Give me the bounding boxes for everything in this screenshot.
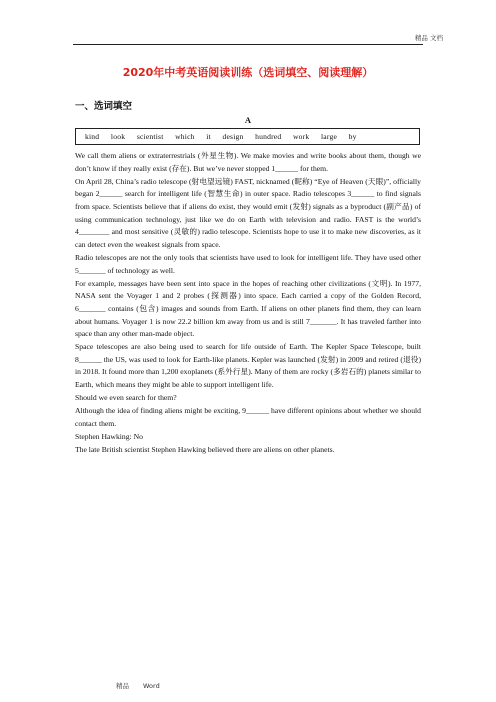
word-bank-item: large — [321, 132, 338, 141]
paragraph: The late British scientist Stephen Hawking believed there are aliens on other planets. — [75, 445, 335, 455]
word-bank-item: look — [110, 132, 126, 141]
header-label: 精品 文档 — [414, 34, 443, 42]
word-bank-item: by — [348, 132, 357, 141]
section-heading: 一、选词填空 — [75, 101, 133, 112]
paragraph: On April 28, China’s radio telescope (射电望远镜) FAST, nicknamed (昵称) “Eye of Heaven (天眼)”, officially began 2______ search for intelligent life (智慧生命) in outer space. Radio telescopes 3______ to find signals from space. Scientists believe that if aliens do exist, they would emit (发射) signals as a byproduct (副产品) of using communication technology, just like we do on Earth with television and radio. FAST is the world’s 4________ and most sensitive (灵敏的) radio telescope. Scientists hope to use it to make new discoveries, as it can detect even the weakest signals from space. — [75, 176, 421, 249]
footer-right: Word — [143, 682, 160, 690]
paragraph: For example, messages have been sent into space in the hopes of reaching other civilizations (文明). In 1977, NASA sent the Voyager 1 and 2 probes (探测器) into space. Each carried a copy of the Golden Record, 6_______ contains (包含) images and sounds from Earth. If aliens on other planets find them, they can learn about humans. Voyager 1 is now 22.2 billion km away from us and is still 7_______. It has traveled farther into space than any other man-made object. — [75, 278, 421, 339]
paragraph: We call them aliens or extraterrestrials (外星生物). We make movies and write books about them, though we don’t know if they really exist (存在). But we’ve never stopped 1______ for them. — [75, 151, 421, 173]
paragraph: Space telescopes are also being used to search for life outside of Earth. The Kepler Space Telescope, built 8______ the US, was used to look for Earth-like planets. Kepler was launched (发射) in 2009 and retired (退役) in 2018. It found more than 1,200 exoplanets (系外行星). Many of them are rocky (多岩石的) planets similar to Earth, which means they might be able to support intelligent life. — [75, 342, 421, 390]
paragraph: Should we even search for them? — [75, 393, 177, 403]
word-bank-item: it — [206, 132, 211, 141]
paragraph: Radio telescopes are not the only tools that scientists have used to look for intelligent life. They have used other 5_______ of technology as well. — [75, 252, 421, 275]
word-bank-item: design — [222, 132, 244, 141]
footer — [116, 681, 160, 690]
word-bank-item: scientist — [136, 132, 164, 141]
word-bank-item: which — [175, 132, 195, 141]
footer-left: 精品 — [116, 682, 129, 690]
word-bank-item: kind — [85, 132, 100, 141]
word-bank-box — [75, 128, 420, 145]
paragraph: Although the idea of finding aliens might be exciting, 9______ have different opinions about whether we should contact them. — [75, 406, 421, 429]
word-bank-item: hundred — [255, 132, 282, 141]
word-bank — [85, 132, 357, 141]
word-bank-item: work — [292, 132, 310, 141]
paragraph: Stephen Hawking: No — [75, 432, 143, 442]
document-title: 2020年中考英语阅读训练（选词填空、阅读理解） — [122, 66, 374, 79]
passage-body — [75, 150, 421, 457]
passage-label: A — [244, 115, 252, 125]
header-divider — [73, 44, 423, 45]
